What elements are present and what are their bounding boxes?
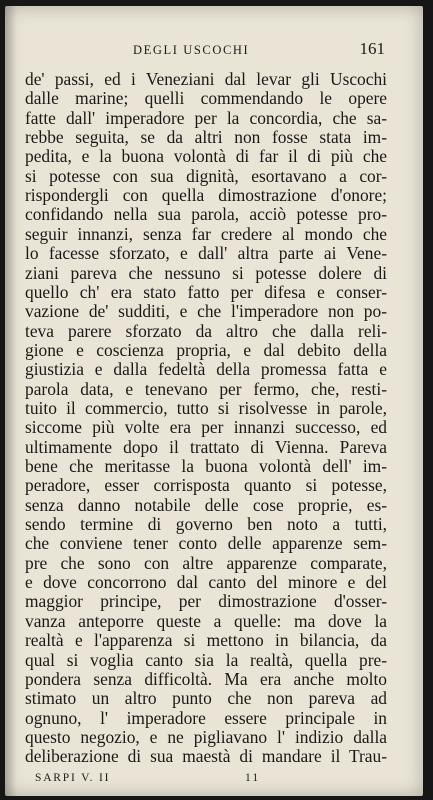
text-line: pedita, e la buona volontà di far il di più che (25, 146, 387, 167)
text-line: maggior principe, per dimostrazione d'osser- (25, 591, 387, 612)
signature-mark: 11 (245, 772, 261, 784)
text-line: parola data, e tenevano per fermo, che, resti- (25, 378, 387, 399)
text-line: e dove concorrono dal canto del minore e del (25, 572, 387, 593)
page-number: 161 (359, 39, 385, 58)
page-footer (5, 772, 423, 790)
text-line: vanza anteporre queste a quelle: ma dove la (25, 610, 387, 631)
book-page (5, 6, 423, 796)
text-line: che conviene tener conto delle apparenze sem- (25, 533, 387, 554)
running-head: DEGLI USCOCHI (133, 43, 250, 57)
text-line: ultimamente dopo il trattato di Vienna. Pareva (25, 436, 387, 457)
text-line: siccome più volte era per innanzi successo, ed (25, 417, 387, 438)
text-line: dalle marine; quelli commendando le opere (25, 88, 387, 109)
text-line: senza danno notabile delle cose proprie, es- (25, 494, 387, 515)
text-line: tuito il commercio, tutto si risolvesse in parole, (25, 397, 387, 418)
text-line: gione e coscienza propria, e dal debito della (25, 339, 387, 360)
text-line: pre che sono con altre apparenze comparate, (25, 552, 387, 573)
text-line: lo facesse sforzato, e dall' altra parte ai Vene- (25, 243, 387, 264)
text-line: ziani pareva che nessuno si potesse dolere di (25, 262, 387, 283)
text-line: peradore, esser corrisposta quanto si potesse, (25, 475, 387, 496)
text-line: giustizia e dalla fedeltà della promessa fatta e (25, 359, 387, 380)
page-header (5, 39, 423, 63)
text-line: pondera senza difficoltà. Ma era anche molto (25, 668, 387, 689)
text-line: teva parere sforzato da altro che dalla reli- (25, 320, 387, 341)
text-line: ognuno, l' imperadore essere principale in (25, 707, 387, 728)
text-line: bene che meritasse la buona volontà dell' im- (25, 456, 387, 476)
spine-shadow (5, 6, 17, 796)
text-line: confidando nella sua parola, acciò potesse pro- (25, 204, 387, 225)
text-line: fatte dall' imperadore per la concordia, che sa- (25, 107, 387, 128)
text-line: quello ch' era stato fatto per difesa e conser- (25, 281, 387, 302)
text-line: de' passi, ed i Veneziani dal levar gli Uscochi (25, 69, 387, 89)
text-line: vazione de' sudditi, e che l'imperadore non po- (25, 301, 387, 322)
text-line: rispondergli con quella dimostrazione d'onore; (25, 185, 387, 206)
text-line: stimato un altro punto che non pareva ad (25, 688, 387, 709)
text-line: qual si voglia canto sia la realtà, quella pre- (25, 649, 387, 670)
text-line: si potesse con sua dignità, esortavano a cor- (25, 165, 387, 186)
text-line: realtà e l'apparenza si mettono in bilancia, da (25, 630, 387, 651)
text-line: seguir innanzi, senza far credere al mondo che (25, 223, 387, 244)
text-line: sendo termine di governo ben noto a tutti, (25, 514, 387, 535)
printer-signature: SARPI V. II (35, 772, 111, 784)
text-line: questo negozio, e ne pigliavano l' indizio dalla (25, 726, 387, 747)
text-line: rebbe seguita, se da altri non fosse stata im- (25, 127, 387, 148)
text-line: deliberazione di sua maestà di mandare il Trau- (25, 746, 387, 767)
